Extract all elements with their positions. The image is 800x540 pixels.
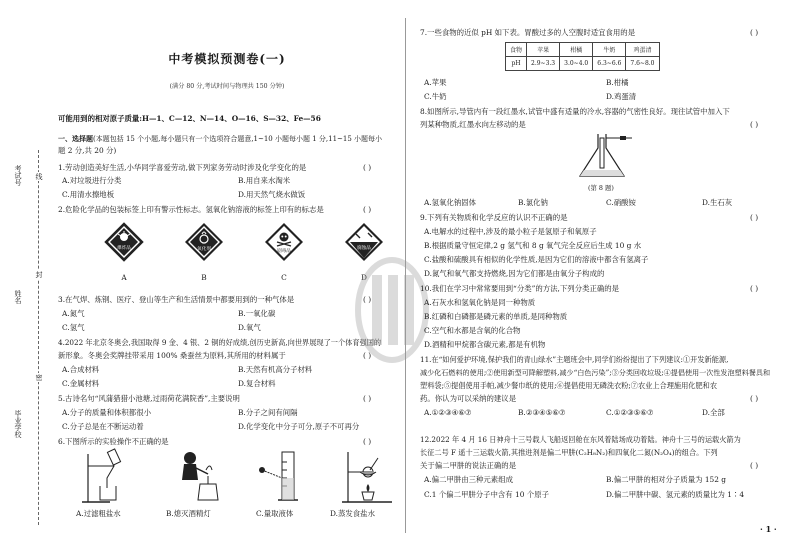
q5-option-c: C.分子总是在不断运动着 (62, 422, 144, 431)
q12-stem-2: 长征二号 F 遥十三运载火箭,其推进剂是偏二甲肼(C₂H₈N₂)和四氧化二氮(N₂O₄)的组合。下列 (420, 448, 718, 457)
ph-table-cell: 鸡蛋清 (626, 43, 659, 57)
q12-answer-paren: ( ) (750, 461, 759, 470)
ph-table-cell: 牛奶 (593, 43, 626, 57)
q7-stem: 7.一些食物的近似 pH 如下表。胃酸过多的人空腹时适宜食用的是 (420, 28, 636, 37)
q7-option-a: A.苹果 (424, 78, 447, 87)
q7-option-b: B.柑橘 (606, 78, 629, 87)
margin-label-exam-no: 考试号 (14, 165, 22, 186)
svg-text:剧毒品: 剧毒品 (277, 249, 291, 254)
ph-table (505, 42, 660, 71)
atomic-mass-line: 可能用到的相对原子质量:H—1、C—12、N—14、O—16、S—32、Fe—56 (58, 114, 321, 123)
q4-option-c: C.金属材料 (62, 379, 100, 388)
q4-stem-2: 新形象。冬奥会奖牌挂带采用 100% 桑蚕丝为原料,其所用的材料属于 (58, 351, 286, 360)
q11-option-c: C.①②③⑤⑥⑦ (606, 408, 654, 417)
q6-option-a: A.过滤粗盐水 (76, 509, 121, 518)
q12-option-c: C.1 个偏二甲肼分子中含有 10 个原子 (424, 490, 549, 499)
ph-table-header-row (506, 43, 660, 57)
q5-option-b: B.分子之间有间隔 (238, 408, 298, 417)
q9-option-d: D.氮气和氧气都支持燃烧,因为它们都是由氧分子构成的 (424, 269, 605, 278)
toxic-hazard-icon (264, 222, 304, 262)
q1-option-d: D.用天然气烧水做饭 (238, 190, 306, 199)
q4-option-b: B.天然有机高分子材料 (238, 365, 313, 374)
q8-option-d: D.生石灰 (702, 198, 733, 207)
q7-answer-paren: ( ) (750, 28, 759, 37)
q8-answer-paren: ( ) (750, 120, 759, 129)
q6-stem: 6.下图所示的实验操作不正确的是 (58, 437, 169, 446)
oxidizer-hazard-icon (184, 222, 224, 262)
evaporation-apparatus-icon (338, 448, 398, 504)
q5-stem: 5.古诗名句“风蒲猎猎小池塘,过雨荷花满院香”,主要说明 (58, 394, 240, 403)
q12-stem-3: 关于偏二甲肼的说法正确的是 (420, 461, 517, 470)
q1-option-c: C.用清水擦地板 (62, 190, 115, 199)
ph-table-value-row (506, 57, 660, 71)
q11-stem-2: 减少化石燃料的使用;②使用新型可降解塑料,减少“白色污染”;③分类回收垃圾;④提倡使用一次性发泡塑料餐具和 (420, 368, 771, 377)
ph-table-cell: 3.0~4.0 (560, 57, 593, 71)
ph-table-cell: 苹果 (527, 43, 560, 57)
q3-option-b: B.一氧化碳 (238, 309, 276, 318)
q5-option-d: D.化学变化中分子可分,原子不可再分 (238, 422, 360, 431)
q3-stem: 3.在气焊、炼钢、医疗、登山等生产和生活情景中都要用到的一种气体是 (58, 295, 295, 304)
ph-table-cell: 食物 (506, 43, 527, 57)
q8-figure-caption: (第 8 题) (588, 184, 614, 192)
binding-margin (0, 0, 50, 540)
section-desc-2: 题 2 分,共 20 分) (58, 146, 117, 155)
margin-label-school: 毕业学校 (14, 410, 22, 438)
q10-stem: 10.我们在学习中常常要用到“分类”的方法,下列分类正确的是 (420, 284, 620, 293)
q2-answer-paren: ( ) (363, 205, 372, 214)
q6-option-b: B.熄灭酒精灯 (166, 509, 211, 518)
q6-answer-paren: ( ) (363, 437, 372, 446)
binding-line (38, 150, 39, 525)
section-header: 一、选择题(本题包括 15 个小题,每小题只有一个选项符合题意,1~10 小题每小题 1 分,11~15 小题每小 (58, 134, 383, 143)
exam-title: 中考模拟预测卷(一) (168, 52, 286, 66)
q10-option-c: C.空气和水都是含氧的化合物 (424, 326, 521, 335)
q3-option-a: A.氮气 (62, 309, 85, 318)
svg-text:氧化剂: 氧化剂 (197, 247, 211, 252)
q11-option-d: D.全部 (702, 408, 725, 417)
margin-mark-secret: 密 (35, 374, 43, 381)
q3-option-d: D.氧气 (238, 323, 261, 332)
q5-option-a: A.分子的质量和体积都很小 (62, 408, 151, 417)
q6-option-d: D.蒸发食盐水 (330, 509, 375, 518)
q9-option-c: C.盐酸和硫酸具有相似的化学性质,是因为它们的溶液中都含有氢离子 (424, 255, 649, 264)
q12-option-a: A.偏二甲肼由三种元素组成 (424, 475, 513, 484)
q9-option-b: B.根据质量守恒定律,2 g 氢气和 8 g 氧气完全反应后生成 10 g 水 (424, 241, 642, 250)
ph-table-cell: 柑橘 (560, 43, 593, 57)
margin-mark-line: 线 (35, 173, 43, 180)
q11-option-a: A.①②③④⑥⑦ (424, 408, 472, 417)
q12-stem-1: 12.2022 年 4 月 16 日神舟十三号载人飞船返回舱在东风着陆场成功着陆。神舟十三号的运载火箭为 (420, 435, 741, 444)
q12-option-d: D.偏二甲肼中碳、氢元素的质量比为 1∶4 (606, 490, 745, 499)
q11-stem-4: 药。你认为可以采纳的建议是 (420, 394, 517, 403)
q4-option-d: D.复合材料 (238, 379, 276, 388)
margin-label-name: 姓名 (14, 290, 22, 304)
q2-stem: 2.危险化学品的包装标签上印有警示性标志。氢氧化钠溶液的标签上印有的标志是 (58, 205, 324, 214)
explosive-hazard-icon (104, 222, 144, 262)
q1-option-b: B.用自来水淘米 (238, 176, 291, 185)
q8-option-c: C.硝酸铵 (606, 198, 636, 207)
q8-option-a: A.氢氧化钠固体 (424, 198, 477, 207)
q3-option-c: C.氢气 (62, 323, 85, 332)
ph-table-cell: 2.9~3.3 (527, 57, 560, 71)
ph-table-cell: 7.6~8.0 (626, 57, 659, 71)
ph-table-cell: pH (506, 57, 527, 71)
flask-experiment-icon (572, 130, 642, 182)
q12-option-b: B.偏二甲肼的相对分子质量为 152 g (606, 475, 727, 484)
q2-label-a: A (121, 273, 127, 282)
watermark-logo-icon (352, 255, 432, 365)
ph-table-cell: 6.3~6.6 (593, 57, 626, 71)
q2-label-b: B (201, 273, 207, 282)
q1-answer-paren: ( ) (363, 163, 372, 172)
q4-stem-1: 4.2022 年北京冬奥会,我国取得 9 金、4 银、2 铜的好成绩,创历史新高,向世界展现了一个体育强国的 (58, 338, 382, 347)
q8-stem-2: 列某种物质,红墨水向左移动的是 (420, 120, 526, 129)
exam-subtitle: (满分 80 分,考试时间与物理共 150 分钟) (169, 83, 285, 90)
page-number: · 1 · (760, 524, 777, 534)
q11-stem-3: 塑料袋;⑤提倡使用手帕,减少餐巾纸的使用;⑥提倡使用无磷洗衣粉;⑦农业上合理施用化肥和农 (420, 381, 718, 390)
q7-option-d: D.鸡蛋清 (606, 92, 637, 101)
q2-label-d: D (361, 273, 367, 282)
q4-answer-paren: ( ) (363, 351, 372, 360)
q11-option-b: B.②③④⑤⑥⑦ (518, 408, 566, 417)
filtration-apparatus-icon (80, 448, 140, 504)
q1-option-a: A.对垃圾进行分类 (62, 176, 122, 185)
alcohol-lamp-extinguish-icon (168, 448, 228, 504)
svg-text:爆炸品: 爆炸品 (117, 246, 131, 251)
q11-stem-1: 11.在“如何爱护环境,保护我们的青山绿水”主题班会中,同学们纷纷提出了下列建议:①开发新能源, (420, 355, 729, 364)
q7-option-c: C.牛奶 (424, 92, 447, 101)
q8-option-b: B.氯化钠 (518, 198, 548, 207)
margin-mark-seal: 封 (35, 271, 43, 278)
q11-answer-paren: ( ) (750, 394, 759, 403)
q10-option-d: D.酒精和甲烷都含碳元素,都是有机物 (424, 340, 546, 349)
graduated-cylinder-icon (254, 448, 314, 504)
q10-option-a: A.石灰水和氢氧化钠是同一种物质 (424, 298, 536, 307)
q10-answer-paren: ( ) (750, 284, 759, 293)
svg-text:腐蚀品: 腐蚀品 (357, 246, 371, 251)
q9-stem: 9.下列有关物质和化学反应的认识不正确的是 (420, 213, 568, 222)
q2-label-c: C (281, 273, 287, 282)
q1-stem: 1.劳动创造美好生活,小华同学喜爱劳动,做下列家务劳动时涉及化学变化的是 (58, 163, 307, 172)
q5-answer-paren: ( ) (363, 394, 372, 403)
q10-option-b: B.红磷和白磷都是磷元素的单质,是同种物质 (424, 312, 568, 321)
q4-option-a: A.合成材料 (62, 365, 100, 374)
q9-answer-paren: ( ) (750, 213, 759, 222)
q8-stem-1: 8.如图所示,导管内有一段红墨水,试管中盛有适量的冷水,容器的气密性良好。现往试管中加入下 (420, 107, 730, 116)
q6-option-c: C.量取液体 (256, 509, 294, 518)
q3-answer-paren: ( ) (363, 295, 372, 304)
q9-option-a: A.电解水的过程中,涉及的最小粒子是氢原子和氧原子 (424, 227, 597, 236)
